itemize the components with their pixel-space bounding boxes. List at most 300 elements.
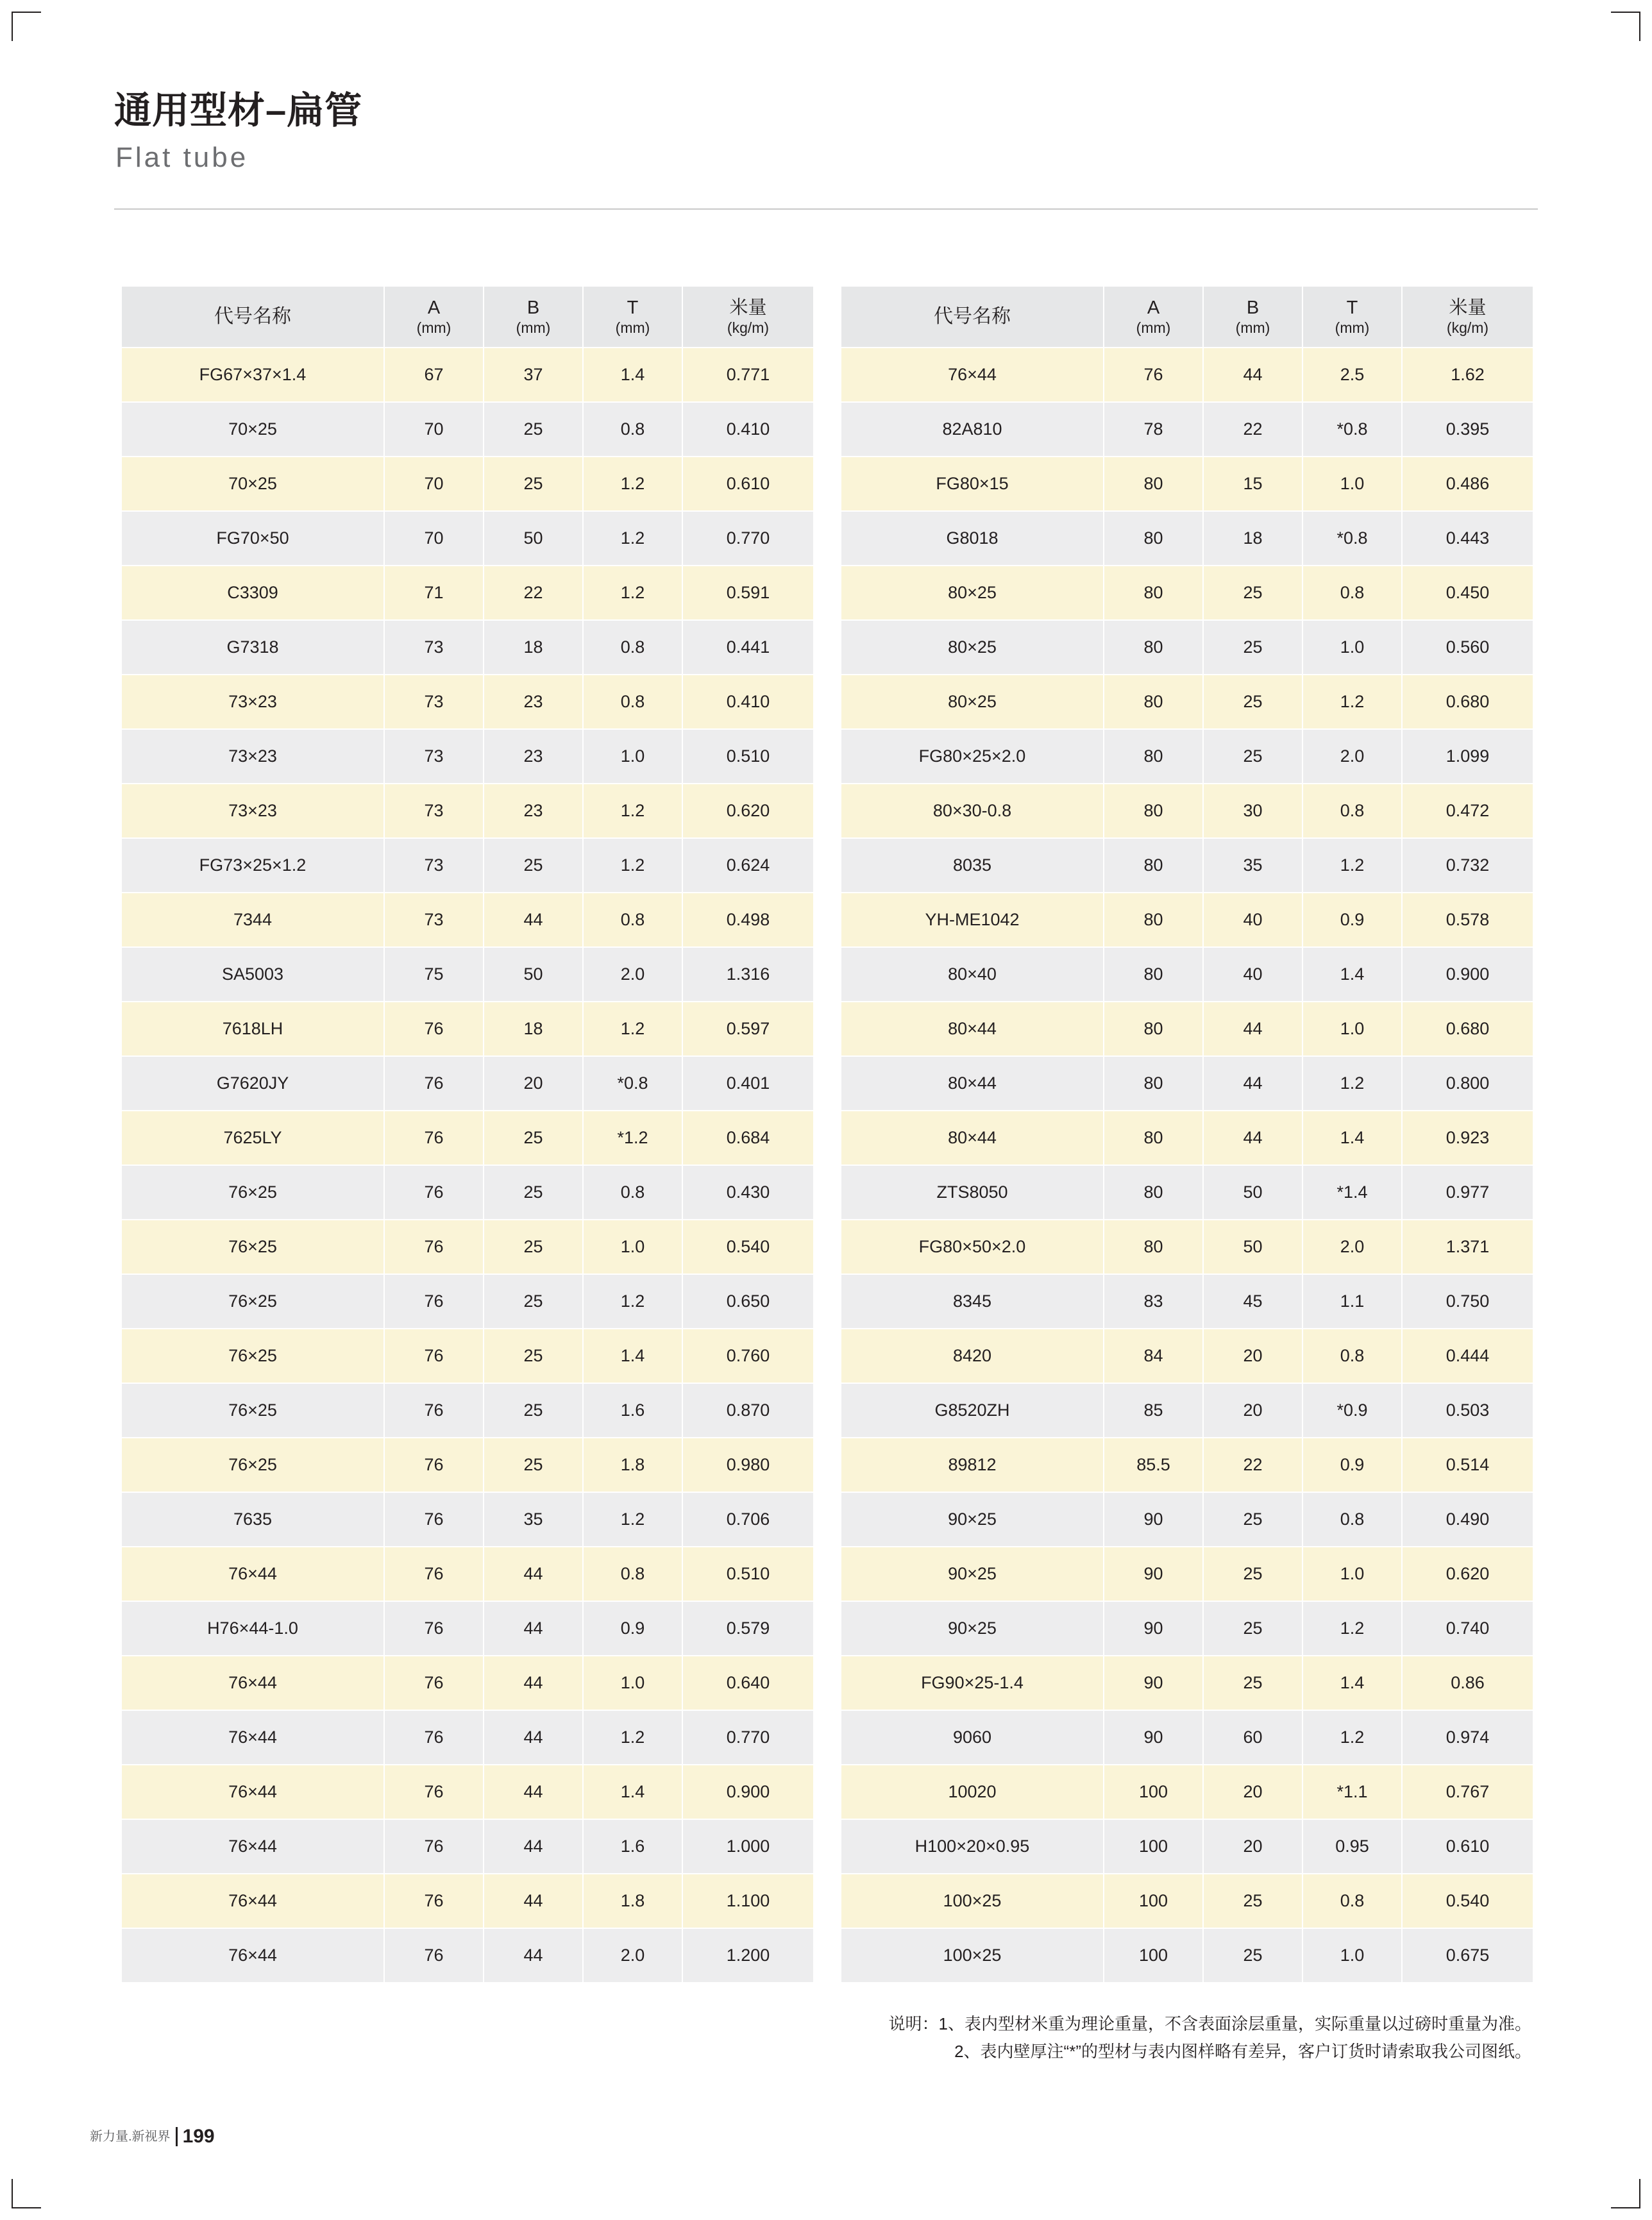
table-row <box>841 402 1533 457</box>
cell-t: 2.0 <box>1302 1220 1402 1274</box>
cell-b: 60 <box>1203 1710 1302 1765</box>
table-row <box>841 675 1533 729</box>
cell-name: G8018 <box>841 511 1104 566</box>
cell-a: 80 <box>1104 566 1203 620</box>
cell-weight: 0.732 <box>1402 838 1533 893</box>
cell-name: 80×25 <box>841 566 1104 620</box>
cell-t: 1.0 <box>1302 1002 1402 1056</box>
column-header-a-label: A <box>1147 298 1160 319</box>
cell-weight: 0.684 <box>682 1111 814 1165</box>
table-row <box>121 511 814 566</box>
cell-t: 1.1 <box>1302 1274 1402 1329</box>
table-row <box>121 1928 814 1983</box>
cell-weight: 1.099 <box>1402 729 1533 784</box>
column-header-t-unit: (mm) <box>615 319 650 336</box>
cell-weight: 0.450 <box>1402 566 1533 620</box>
cell-name: FG73×25×1.2 <box>121 838 384 893</box>
cell-t: 0.8 <box>1302 1874 1402 1928</box>
table-row <box>121 838 814 893</box>
table-row <box>121 1547 814 1601</box>
cell-t: 1.4 <box>583 1329 682 1383</box>
column-header-a <box>1104 286 1203 348</box>
cell-name: G8520ZH <box>841 1383 1104 1438</box>
cell-name: 10020 <box>841 1765 1104 1819</box>
cell-b: 25 <box>1203 1656 1302 1710</box>
table-row <box>121 348 814 402</box>
cell-a: 76 <box>384 1220 484 1274</box>
cell-name: 76×44 <box>121 1928 384 1983</box>
table-row <box>121 1165 814 1220</box>
cell-a: 78 <box>1104 402 1203 457</box>
cell-a: 76 <box>384 1928 484 1983</box>
cell-a: 76 <box>384 1056 484 1111</box>
cell-a: 90 <box>1104 1601 1203 1656</box>
cell-a: 73 <box>384 893 484 947</box>
cell-weight: 0.395 <box>1402 402 1533 457</box>
cell-b: 15 <box>1203 457 1302 511</box>
table-row <box>841 1165 1533 1220</box>
cell-a: 80 <box>1104 729 1203 784</box>
cell-t: 0.9 <box>1302 893 1402 947</box>
cell-b: 50 <box>1203 1220 1302 1274</box>
spec-table-left <box>121 285 814 1983</box>
cell-b: 44 <box>1203 1111 1302 1165</box>
cell-weight: 0.503 <box>1402 1383 1533 1438</box>
column-header-weight <box>1402 286 1533 348</box>
cell-a: 100 <box>1104 1874 1203 1928</box>
cell-weight: 0.579 <box>682 1601 814 1656</box>
cell-b: 50 <box>484 947 583 1002</box>
cell-a: 73 <box>384 838 484 893</box>
cell-weight: 0.974 <box>1402 1710 1533 1765</box>
cell-weight: 0.770 <box>682 511 814 566</box>
cell-a: 73 <box>384 675 484 729</box>
column-header-weight-label: 米量 <box>1449 298 1487 319</box>
cell-weight: 0.401 <box>682 1056 814 1111</box>
cell-a: 76 <box>384 1874 484 1928</box>
cell-name: 76×25 <box>121 1165 384 1220</box>
cell-weight: 0.443 <box>1402 511 1533 566</box>
cell-b: 35 <box>484 1492 583 1547</box>
crop-mark-bottom-right <box>1611 2179 1640 2208</box>
table-row <box>841 947 1533 1002</box>
cell-t: 2.0 <box>1302 729 1402 784</box>
cell-a: 100 <box>1104 1819 1203 1874</box>
cell-name: YH-ME1042 <box>841 893 1104 947</box>
table-row <box>841 566 1533 620</box>
cell-t: 2.0 <box>583 947 682 1002</box>
cell-a: 76 <box>384 1819 484 1874</box>
cell-t: 1.2 <box>583 457 682 511</box>
crop-mark-top-left <box>12 12 41 41</box>
cell-t: *0.9 <box>1302 1383 1402 1438</box>
cell-name: 8420 <box>841 1329 1104 1383</box>
cell-a: 76 <box>1104 348 1203 402</box>
cell-a: 73 <box>384 784 484 838</box>
cell-weight: 1.316 <box>682 947 814 1002</box>
cell-t: *0.8 <box>583 1056 682 1111</box>
spec-tables <box>121 285 1531 1983</box>
column-header-weight-label: 米量 <box>729 298 767 319</box>
cell-t: 0.9 <box>583 1601 682 1656</box>
table-row <box>121 1383 814 1438</box>
table-row <box>841 1928 1533 1983</box>
cell-b: 25 <box>1203 675 1302 729</box>
table-header-row <box>121 286 814 348</box>
cell-b: 44 <box>484 893 583 947</box>
cell-t: *0.8 <box>1302 402 1402 457</box>
cell-t: 1.2 <box>1302 1601 1402 1656</box>
cell-name: 80×25 <box>841 675 1104 729</box>
cell-name: 76×25 <box>121 1383 384 1438</box>
cell-a: 76 <box>384 1710 484 1765</box>
cell-name: 90×25 <box>841 1601 1104 1656</box>
cell-b: 20 <box>1203 1765 1302 1819</box>
cell-a: 76 <box>384 1274 484 1329</box>
table-row <box>841 1710 1533 1765</box>
table-row <box>841 1056 1533 1111</box>
table-row <box>121 729 814 784</box>
cell-name: G7620JY <box>121 1056 384 1111</box>
cell-b: 25 <box>1203 1492 1302 1547</box>
cell-name: 100×25 <box>841 1928 1104 1983</box>
cell-weight: 0.680 <box>1402 675 1533 729</box>
table-row <box>841 511 1533 566</box>
column-header-b-label: B <box>527 298 540 319</box>
cell-b: 35 <box>1203 838 1302 893</box>
cell-weight: 0.540 <box>1402 1874 1533 1928</box>
column-header-weight-unit: (kg/m) <box>1446 319 1489 336</box>
table-row <box>121 1492 814 1547</box>
cell-b: 25 <box>484 1438 583 1492</box>
cell-weight: 1.62 <box>1402 348 1533 402</box>
cell-a: 70 <box>384 511 484 566</box>
cell-t: 1.0 <box>583 1220 682 1274</box>
table-row <box>841 838 1533 893</box>
page-header <box>114 90 1538 174</box>
cell-name: 76×44 <box>121 1874 384 1928</box>
cell-name: 100×25 <box>841 1874 1104 1928</box>
cell-t: 1.0 <box>1302 457 1402 511</box>
cell-weight: 0.640 <box>682 1656 814 1710</box>
table-row <box>841 784 1533 838</box>
cell-b: 23 <box>484 729 583 784</box>
cell-a: 100 <box>1104 1765 1203 1819</box>
cell-weight: 0.410 <box>682 675 814 729</box>
cell-weight: 0.900 <box>682 1765 814 1819</box>
table-row <box>121 1710 814 1765</box>
cell-b: 45 <box>1203 1274 1302 1329</box>
cell-a: 76 <box>384 1492 484 1547</box>
cell-b: 20 <box>1203 1329 1302 1383</box>
cell-name: 73×23 <box>121 729 384 784</box>
cell-b: 30 <box>1203 784 1302 838</box>
cell-a: 90 <box>1104 1547 1203 1601</box>
table-row <box>841 1765 1533 1819</box>
cell-a: 84 <box>1104 1329 1203 1383</box>
cell-t: 1.4 <box>1302 947 1402 1002</box>
cell-name: H100×20×0.95 <box>841 1819 1104 1874</box>
table-row <box>121 1329 814 1383</box>
cell-weight: 0.498 <box>682 893 814 947</box>
cell-weight: 0.750 <box>1402 1274 1533 1329</box>
cell-b: 25 <box>1203 620 1302 675</box>
table-row <box>121 1002 814 1056</box>
cell-weight: 0.740 <box>1402 1601 1533 1656</box>
cell-weight: 0.86 <box>1402 1656 1533 1710</box>
cell-b: 44 <box>484 1819 583 1874</box>
cell-t: *1.1 <box>1302 1765 1402 1819</box>
cell-a: 90 <box>1104 1656 1203 1710</box>
cell-t: 0.8 <box>583 1547 682 1601</box>
table-header-row <box>841 286 1533 348</box>
cell-t: 1.2 <box>1302 1710 1402 1765</box>
cell-a: 76 <box>384 1765 484 1819</box>
table-body-right <box>841 348 1533 1983</box>
cell-name: 80×44 <box>841 1002 1104 1056</box>
cell-name: C3309 <box>121 566 384 620</box>
page-footer <box>90 2126 215 2146</box>
cell-name: 76×25 <box>121 1438 384 1492</box>
column-header-name-label: 代号名称 <box>934 306 1011 328</box>
cell-weight: 0.610 <box>682 457 814 511</box>
table-row <box>121 1438 814 1492</box>
cell-t: 1.2 <box>583 784 682 838</box>
table-row <box>121 1220 814 1274</box>
cell-t: 1.2 <box>1302 675 1402 729</box>
table-row <box>841 1111 1533 1165</box>
table-row <box>841 1874 1533 1928</box>
cell-weight: 0.510 <box>682 729 814 784</box>
cell-weight: 0.771 <box>682 348 814 402</box>
table-row <box>841 1329 1533 1383</box>
cell-b: 18 <box>1203 511 1302 566</box>
cell-name: SA5003 <box>121 947 384 1002</box>
table-row <box>841 729 1533 784</box>
cell-weight: 0.514 <box>1402 1438 1533 1492</box>
crop-mark-bottom-left <box>12 2179 41 2208</box>
table-row <box>121 1765 814 1819</box>
table-row <box>841 1274 1533 1329</box>
cell-a: 90 <box>1104 1710 1203 1765</box>
table-row <box>121 1656 814 1710</box>
cell-weight: 0.650 <box>682 1274 814 1329</box>
cell-a: 80 <box>1104 784 1203 838</box>
cell-t: 1.2 <box>583 1710 682 1765</box>
column-header-name <box>121 286 384 348</box>
cell-t: 1.0 <box>583 1656 682 1710</box>
table-row <box>121 1819 814 1874</box>
cell-b: 25 <box>1203 729 1302 784</box>
table-row <box>121 1274 814 1329</box>
table-header-left <box>121 286 814 348</box>
cell-name: 76×25 <box>121 1274 384 1329</box>
cell-name: 80×30-0.8 <box>841 784 1104 838</box>
cell-a: 73 <box>384 729 484 784</box>
cell-t: *0.8 <box>1302 511 1402 566</box>
cell-name: 89812 <box>841 1438 1104 1492</box>
spec-table-right <box>840 285 1534 1983</box>
cell-a: 85.5 <box>1104 1438 1203 1492</box>
cell-name: ZTS8050 <box>841 1165 1104 1220</box>
cell-b: 20 <box>484 1056 583 1111</box>
column-header-weight <box>682 286 814 348</box>
cell-b: 25 <box>484 838 583 893</box>
cell-weight: 0.980 <box>682 1438 814 1492</box>
column-header-a <box>384 286 484 348</box>
cell-weight: 0.870 <box>682 1383 814 1438</box>
cell-weight: 0.620 <box>682 784 814 838</box>
cell-weight: 0.578 <box>1402 893 1533 947</box>
cell-a: 80 <box>1104 1002 1203 1056</box>
cell-t: 1.6 <box>583 1819 682 1874</box>
cell-a: 100 <box>1104 1928 1203 1983</box>
column-header-b <box>484 286 583 348</box>
table-row <box>841 348 1533 402</box>
cell-b: 44 <box>484 1547 583 1601</box>
cell-a: 80 <box>1104 1111 1203 1165</box>
cell-name: 76×44 <box>121 1547 384 1601</box>
cell-a: 70 <box>384 402 484 457</box>
table-row <box>121 1111 814 1165</box>
cell-t: 1.0 <box>1302 620 1402 675</box>
cell-name: 82A810 <box>841 402 1104 457</box>
table-row <box>121 893 814 947</box>
column-header-a-label: A <box>427 298 441 319</box>
cell-t: 1.2 <box>583 566 682 620</box>
cell-a: 90 <box>1104 1492 1203 1547</box>
cell-weight: 0.767 <box>1402 1765 1533 1819</box>
cell-b: 25 <box>484 1165 583 1220</box>
cell-name: 80×44 <box>841 1056 1104 1111</box>
cell-weight: 0.444 <box>1402 1329 1533 1383</box>
cell-t: 1.4 <box>583 348 682 402</box>
cell-weight: 0.472 <box>1402 784 1533 838</box>
column-header-weight-unit: (kg/m) <box>727 319 770 336</box>
cell-name: FG80×50×2.0 <box>841 1220 1104 1274</box>
cell-b: 20 <box>1203 1819 1302 1874</box>
cell-b: 44 <box>484 1656 583 1710</box>
cell-weight: 0.706 <box>682 1492 814 1547</box>
table-row <box>121 1874 814 1928</box>
cell-t: 0.8 <box>583 620 682 675</box>
note-line-2: 2、表内壁厚注“*”的型材与表内图样略有差异，客户订货时请索取我公司图纸。 <box>954 2041 1531 2061</box>
cell-weight: 0.675 <box>1402 1928 1533 1983</box>
cell-b: 22 <box>484 566 583 620</box>
cell-a: 70 <box>384 457 484 511</box>
cell-b: 44 <box>484 1928 583 1983</box>
table-header-right <box>841 286 1533 348</box>
cell-a: 76 <box>384 1438 484 1492</box>
table-row <box>121 620 814 675</box>
cell-t: 1.0 <box>583 729 682 784</box>
cell-weight: 1.371 <box>1402 1220 1533 1274</box>
cell-name: 76×44 <box>121 1819 384 1874</box>
cell-weight: 0.923 <box>1402 1111 1533 1165</box>
note-line-1: 说明：1、表内型材米重为理论重量，不含表面涂层重量，实际重量以过磅时重量为准。 <box>888 2014 1531 2033</box>
cell-name: 76×44 <box>121 1765 384 1819</box>
table-row <box>841 1547 1533 1601</box>
cell-weight: 0.977 <box>1402 1165 1533 1220</box>
cell-t: 2.5 <box>1302 348 1402 402</box>
cell-weight: 0.620 <box>1402 1547 1533 1601</box>
cell-weight: 0.597 <box>682 1002 814 1056</box>
table-row <box>841 1601 1533 1656</box>
cell-name: 70×25 <box>121 457 384 511</box>
cell-b: 25 <box>484 1220 583 1274</box>
cell-a: 80 <box>1104 893 1203 947</box>
cell-t: 1.4 <box>583 1765 682 1819</box>
cell-b: 25 <box>484 1329 583 1383</box>
cell-a: 76 <box>384 1601 484 1656</box>
cell-b: 50 <box>484 511 583 566</box>
cell-t: 1.2 <box>1302 1056 1402 1111</box>
cell-a: 71 <box>384 566 484 620</box>
cell-weight: 0.760 <box>682 1329 814 1383</box>
notes-block <box>121 2010 1531 2065</box>
cell-t: 0.95 <box>1302 1819 1402 1874</box>
cell-t: 1.4 <box>1302 1111 1402 1165</box>
cell-a: 67 <box>384 348 484 402</box>
cell-a: 76 <box>384 1656 484 1710</box>
cell-name: 80×44 <box>841 1111 1104 1165</box>
cell-t: 1.2 <box>583 511 682 566</box>
cell-b: 25 <box>484 1274 583 1329</box>
page-subtitle: Flat tube <box>115 141 249 173</box>
cell-b: 44 <box>1203 1002 1302 1056</box>
cell-t: 1.0 <box>1302 1547 1402 1601</box>
cell-weight: 0.624 <box>682 838 814 893</box>
cell-a: 85 <box>1104 1383 1203 1438</box>
cell-weight: 0.540 <box>682 1220 814 1274</box>
cell-b: 18 <box>484 620 583 675</box>
table-row <box>841 457 1533 511</box>
cell-b: 44 <box>484 1765 583 1819</box>
cell-b: 25 <box>1203 1601 1302 1656</box>
table-row <box>841 1656 1533 1710</box>
cell-weight: 0.680 <box>1402 1002 1533 1056</box>
cell-a: 80 <box>1104 457 1203 511</box>
cell-b: 23 <box>484 784 583 838</box>
table-row <box>121 784 814 838</box>
table-row <box>121 402 814 457</box>
table-row <box>121 1056 814 1111</box>
cell-b: 44 <box>1203 1056 1302 1111</box>
cell-t: 0.8 <box>1302 566 1402 620</box>
cell-name: 7618LH <box>121 1002 384 1056</box>
cell-name: 7625LY <box>121 1111 384 1165</box>
cell-a: 80 <box>1104 511 1203 566</box>
cell-name: FG80×15 <box>841 457 1104 511</box>
cell-b: 25 <box>1203 1547 1302 1601</box>
cell-weight: 0.486 <box>1402 457 1533 511</box>
cell-a: 80 <box>1104 1165 1203 1220</box>
cell-a: 80 <box>1104 838 1203 893</box>
cell-name: FG67×37×1.4 <box>121 348 384 402</box>
cell-b: 25 <box>1203 1874 1302 1928</box>
cell-name: 80×40 <box>841 947 1104 1002</box>
cell-t: 0.8 <box>1302 1492 1402 1547</box>
table-row <box>121 457 814 511</box>
cell-a: 76 <box>384 1165 484 1220</box>
column-header-b-unit: (mm) <box>1235 319 1270 336</box>
table-row <box>121 947 814 1002</box>
cell-t: 1.8 <box>583 1874 682 1928</box>
column-header-name <box>841 286 1104 348</box>
cell-weight: 1.000 <box>682 1819 814 1874</box>
cell-a: 73 <box>384 620 484 675</box>
column-header-t <box>583 286 682 348</box>
